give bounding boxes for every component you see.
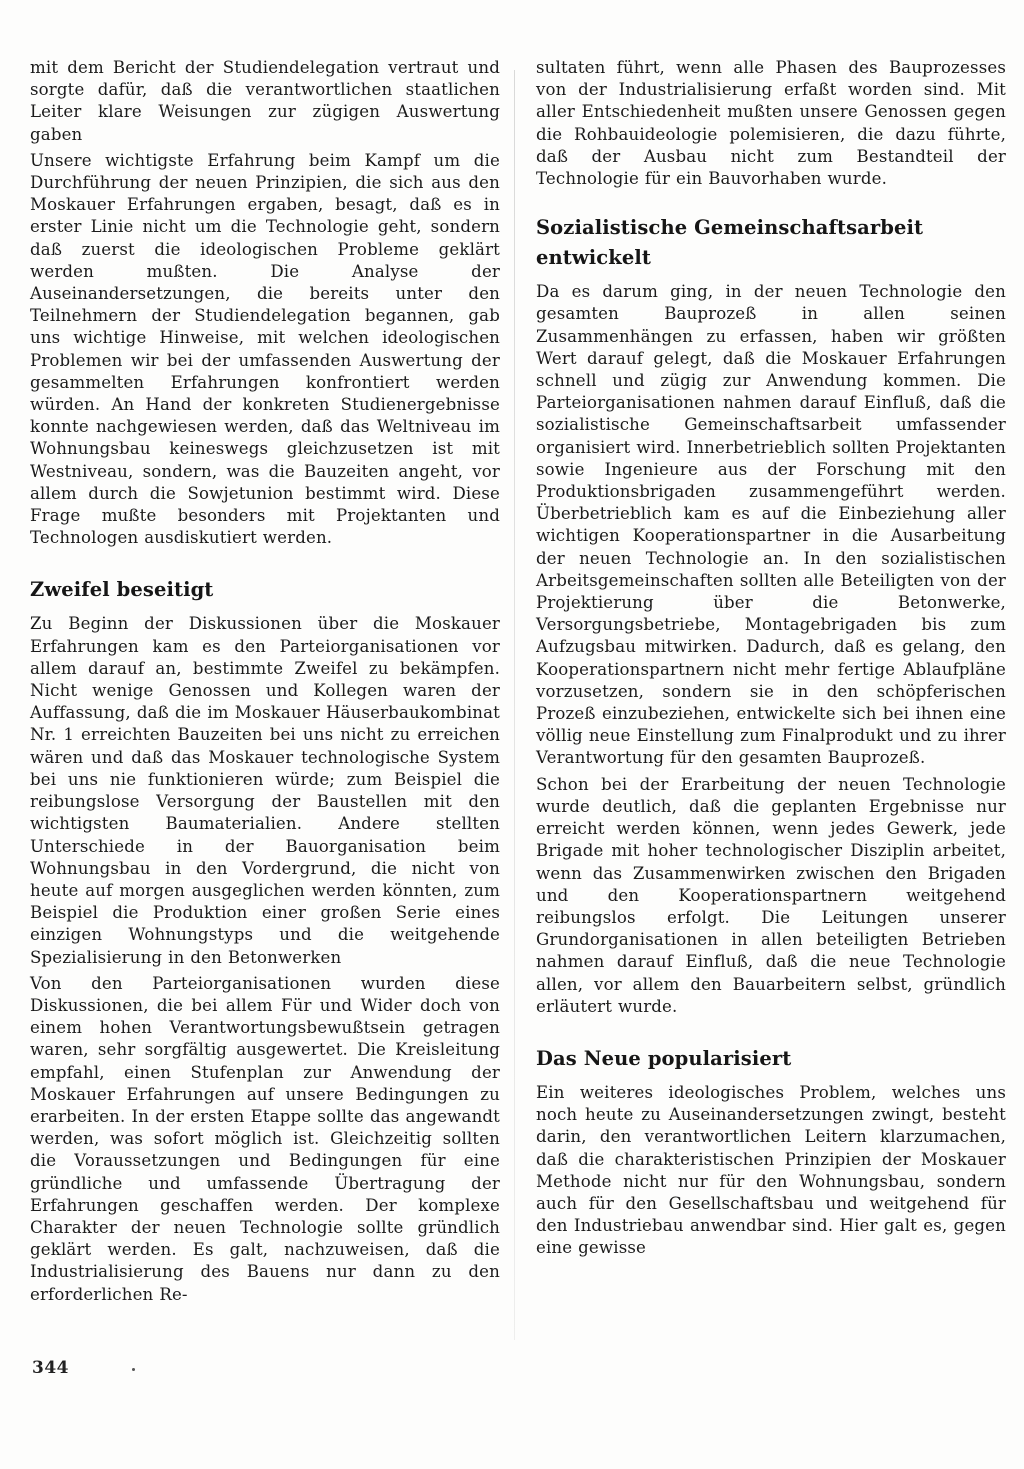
- paragraph: mit dem Bericht der Studiendelegation vertraut und sorgte dafür, daß die verantwortlichen staatlichen Leiter klare Weisungen zur zügigen Auswertung gaben: [30, 58, 500, 144]
- page-number: 344: [32, 1358, 69, 1378]
- left-column: [30, 57, 500, 1306]
- column-divider: [514, 70, 515, 1340]
- paragraph: Schon bei der Erarbeitung der neuen Technologie wurde deutlich, daß die geplanten Ergebnisse nur erreicht werden können, wenn jedes Gewerk, jede Brigade mit hoher technologischer Disziplin arbeitet, wenn das Zusammenwirken zwischen den Brigaden und den Kooperationspartnern weitgehend reibungslos erfolgt. Die Leitungen unserer Grundorganisationen in allen beteiligten Betrieben nahmen darauf Einfluß, daß die neue Technologie allen, vor allem den Bauarbeitern selbst, gründlich erläutert wurde.: [536, 774, 1006, 1016]
- section-heading-zweifel-beseitigt: Zweifel beseitigt: [30, 578, 214, 602]
- paragraph: Da es darum ging, in der neuen Technologie den gesamten Bauprozeß in allen seinen Zusammenhängen zu erfassen, haben wir größten Wert darauf gelegt, daß die Moskauer Erfahrungen schnell und zügig zur Anwendung kommen. Die Parteiorganisationen nahmen darauf Einfluß, daß die sozialistische Gemeinschaftsarbeit umfassender organisiert wird. Innerbetrieblich sollten Projektanten sowie Ingenieure aus der Forschung mit den Produktionsbrigaden zusammengeführt werden. Überbetrieblich kam es auf die Einbeziehung aller wichtigen Kooperationspartner in die Ausarbeitung der neuen Technologie an. In den sozialistischen Arbeitsgemeinschaften sollten alle Beteiligten von der Projektierung über die Betonwerke, Versorgungsbetriebe, Montagebrigaden bis zum Aufzugsbau mitwirken. Dadurch, daß es gelang, den Kooperationspartnern nicht mehr fertige Ablaufpläne vorzusetzen, sondern sie in den schöpferischen Prozeß einzubeziehen, entwickelte sich bei ihnen eine völlig neue Einstellung zum Finalprodukt und zu ihrer Verantwortung für den gesamten Bauprozeß.: [536, 282, 1006, 768]
- section-heading-gemeinschaftsarbeit: Sozialistische Gemeinschaftsarbeit entwickelt: [536, 216, 924, 270]
- print-speck: [132, 1368, 135, 1371]
- paragraph: Ein weiteres ideologisches Problem, welches uns noch heute zu Auseinandersetzungen zwingt, besteht darin, den verantwortlichen Leitern klarzumachen, daß die charakteristischen Prinzipien der Moskauer Methode nicht nur für den Wohnungsbau, sondern auch für den Gesellschaftsbau und weitgehend für den Industriebau anwendbar sind. Hier galt es, gegen eine gewisse: [536, 1082, 1006, 1258]
- section-heading-das-neue-popularisiert: Das Neue popularisiert: [536, 1046, 792, 1070]
- right-column: [536, 57, 1006, 1260]
- paragraph: Zu Beginn der Diskussionen über die Moskauer Erfahrungen kam es den Parteiorganisationen vor allem darauf an, bestimmte Zweifel zu bekämpfen. Nicht wenige Genossen und Kollegen waren der Auffassung, daß die im Moskauer Häuserbaukombinat Nr. 1 erreichten Bauzeiten bei uns nicht zu erreichen wären und daß das Moskauer technologische System bei uns nie funktionieren würde; zum Beispiel die reibungslose Versorgung der Baustellen mit den wichtigsten Baumaterialien. Andere stellten Unterschiede in der Bauorganisation beim Wohnungsbau in den Vordergrund, die nicht von heute auf morgen ausgeglichen werden könnten, zum Beispiel die Produktion einer großen Serie eines einzigen Wohnungstyps und die weitgehende Spezialisierung in den Betonwerken: [30, 614, 500, 967]
- paragraph: Von den Parteiorganisationen wurden diese Diskussionen, die bei allem Für und Wider doch von einem hohen Verantwortungsbewußtsein getragen waren, sehr sorgfältig ausgewertet. Die Kreisleitung empfahl, einen Stufenplan zur Anwendung der Moskauer Erfahrungen auf unsere Bedingungen zu erarbeiten. In der ersten Etappe sollte das angewandt werden, was sofort möglich ist. Gleichzeitig sollten die Voraussetzungen und Bedingungen für eine gründliche und umfassende Übertragung der Erfahrungen geschaffen werden. Der komplexe Charakter der neuen Technologie sollte gründlich geklärt werden. Es galt, nachzuweisen, daß die Industrialisierung des Bauens nur dann zu den erforderlichen Re-: [30, 973, 500, 1304]
- paragraph: sultaten führt, wenn alle Phasen des Bauprozesses von der Industrialisierung erfaßt worden sind. Mit aller Entschiedenheit mußten unsere Genossen gegen die Rohbauideologie polemisieren, die dazu führte, daß der Ausbau nicht zum Bestandteil der Technologie für ein Bauvorhaben wurde.: [536, 58, 1006, 189]
- paragraph: Unsere wichtigste Erfahrung beim Kampf um die Durchführung der neuen Prinzipien, die sich aus den Moskauer Erfahrungen ergaben, besagt, daß es in erster Linie nicht um die Technologie geht, sondern daß zuerst die ideologischen Probleme geklärt werden mußten. Die Analyse der Auseinandersetzungen, die bereits unter den Teilnehmern der Studiendelegation begannen, gab uns wichtige Hinweise, mit welchen ideologischen Problemen wir bei der umfassenden Auswertung der gesammelten Erfahrungen konfrontiert werden würden. An Hand der konkreten Studienergebnisse konnte nachgewiesen werden, daß das Weltniveau im Wohnungsbau keineswegs gleichzusetzen ist mit Westniveau, sondern, was die Bauzeiten angeht, vor allem durch die Sowjetunion bestimmt wird. Diese Frage mußte besonders mit Projektanten und Technologen ausdiskutiert werden.: [30, 150, 500, 548]
